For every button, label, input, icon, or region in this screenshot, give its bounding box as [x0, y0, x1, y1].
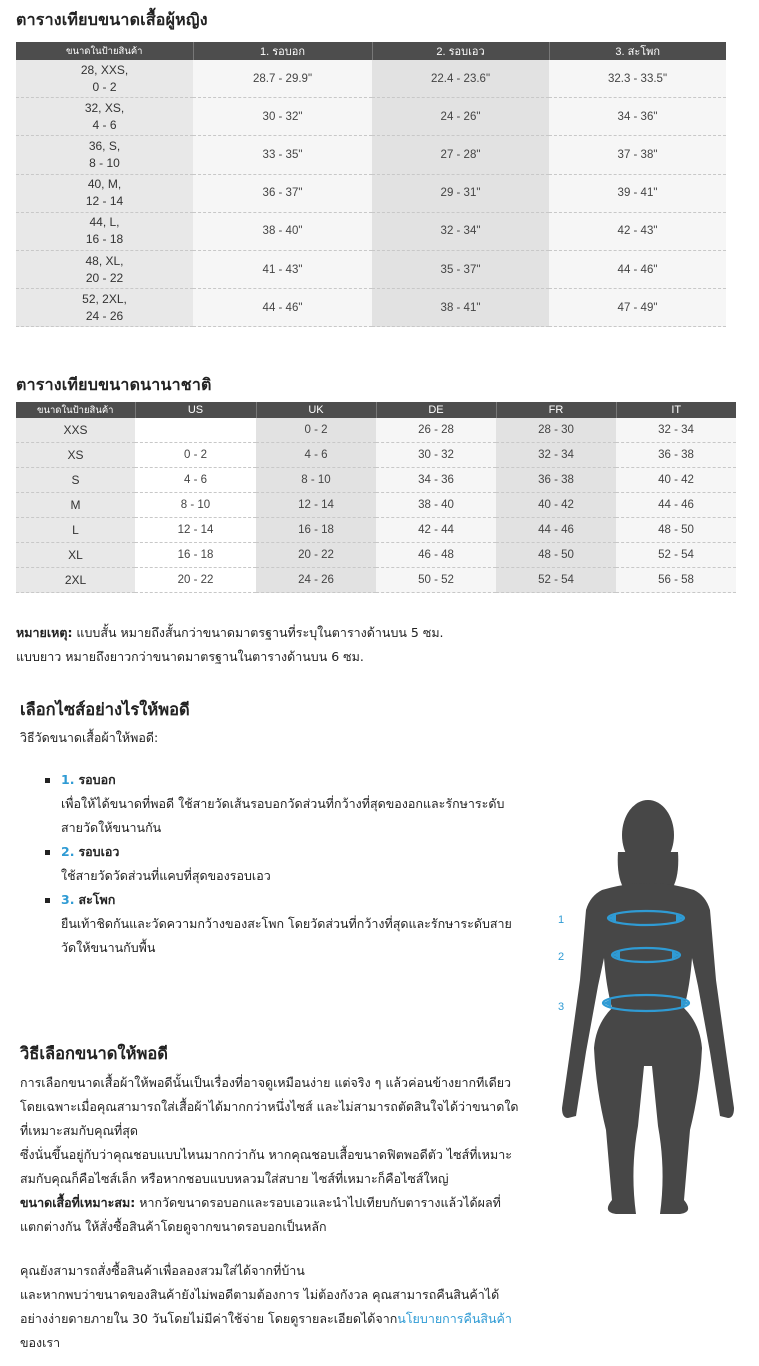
de-cell: 42 - 44 — [376, 518, 496, 543]
header-hip: 3. สะโพก — [549, 42, 726, 60]
header-size-label: ขนาดในป้ายสินค้า — [16, 402, 135, 418]
size-label-cell: XS — [16, 443, 135, 468]
bust-marker-label: 1 — [558, 914, 565, 926]
step-name: รอบเอว — [78, 844, 120, 859]
waist-cell: 27 - 28" — [372, 136, 549, 174]
waist-cell: 22.4 - 23.6" — [372, 60, 549, 98]
size-label-line: 20 - 22 — [85, 270, 124, 285]
intl-size-table — [16, 402, 736, 593]
table-row — [16, 468, 736, 493]
it-cell: 32 - 34 — [616, 418, 736, 443]
choose-paragraph-2: ซึ่งนั่นขึ้นอยู่กับว่าคุณชอบแบบไหนมากกว่ากัน หากคุณชอบเสื้อขนาดฟิตพอดีตัว ไซส์ที่เหมาะสมกับคุณก็คือไซส์เล็ก หรือหากชอบแบบหลวมใส่สบาย ไซส์ที่เหมาะก็คือไซส์ใหญ่ — [20, 1147, 512, 1186]
choose-paragraph-4 — [20, 1259, 520, 1355]
waist-cell: 29 - 31" — [372, 174, 549, 212]
try-at-home-text: คุณยังสามารถสั่งซื้อสินค้าเพื่อลองสวมใส่ได้จากที่บ้าน — [20, 1263, 305, 1278]
bust-cell: 30 - 32" — [193, 98, 372, 136]
hip-cell: 44 - 46" — [549, 250, 726, 288]
us-cell: 8 - 10 — [135, 493, 256, 518]
hip-cell: 39 - 41" — [549, 174, 726, 212]
size-label-line: 44, L, — [89, 215, 120, 230]
bust-cell: 36 - 37" — [193, 174, 372, 212]
table-row — [16, 443, 736, 468]
hip-marker-label: 3 — [558, 1001, 565, 1013]
fr-cell: 32 - 34 — [496, 443, 616, 468]
us-cell: 16 - 18 — [135, 543, 256, 568]
table-row — [16, 250, 726, 288]
size-label-cell — [16, 250, 193, 288]
de-cell: 38 - 40 — [376, 493, 496, 518]
size-label-line: 8 - 10 — [89, 155, 120, 170]
hip-cell: 42 - 43" — [549, 212, 726, 250]
size-label-cell — [16, 289, 193, 327]
uk-cell: 20 - 22 — [256, 543, 376, 568]
bullet-icon — [45, 898, 50, 903]
size-label-cell: XL — [16, 543, 135, 568]
table-row — [16, 60, 726, 98]
table-row — [16, 543, 736, 568]
table-row — [16, 136, 726, 174]
us-cell — [135, 418, 256, 443]
step-number: 3. — [61, 892, 75, 907]
uk-cell: 12 - 14 — [256, 493, 376, 518]
de-cell: 26 - 28 — [376, 418, 496, 443]
table-row — [16, 568, 736, 593]
bullet-icon — [45, 850, 50, 855]
header-bust: 1. รอบอก — [193, 42, 372, 60]
size-label-cell: 2XL — [16, 568, 135, 593]
waist-cell: 32 - 34" — [372, 212, 549, 250]
de-cell: 50 - 52 — [376, 568, 496, 593]
table-row — [16, 289, 726, 327]
it-cell: 40 - 42 — [616, 468, 736, 493]
uk-cell: 8 - 10 — [256, 468, 376, 493]
fit-text: หากวัดขนาดรอบอกและรอบเอวและนำไปเทียบกับตารางแล้วได้ผลที่แตกต่างกัน ให้สั่งซื้อสินค้าโดยดูจากขนาดรอบอกเป็นหลัก — [20, 1195, 501, 1234]
hip-cell: 47 - 49" — [549, 289, 726, 327]
bullet-icon — [45, 778, 50, 783]
return-text-end: ของเรา — [20, 1335, 61, 1350]
fit-heading: เลือกไซส์อย่างไรให้พอดี — [20, 700, 190, 719]
note-label: หมายเหตุ: — [16, 625, 73, 640]
step-description: เพื่อให้ได้ขนาดที่พอดี ใช้สายวัดเส้นรอบอกวัดส่วนที่กว้างที่สุดของอกและรักษาระดับสายวัดให้ขนานกัน — [61, 796, 505, 835]
size-label-cell: XXS — [16, 418, 135, 443]
choose-heading: วิธีเลือกขนาดให้พอดี — [20, 1044, 168, 1063]
list-item — [20, 768, 520, 840]
hip-cell: 34 - 36" — [549, 98, 726, 136]
choose-paragraph-1: การเลือกขนาดเสื้อผ้าให้พอดีนั้นเป็นเรื่องที่อาจดูเหมือนง่าย แต่จริง ๆ แล้วค่อนข้างยากทีเดียว โดยเฉพาะเมื่อคุณสามารถใส่เสื้อผ้าได้มากกว่าหนึ่งไซส์ และไม่สามารถตัดสินใจได้ว่าขนาดใดที่เหมาะสมกับคุณที่สุด — [20, 1075, 519, 1138]
table-row — [16, 493, 736, 518]
bust-cell: 28.7 - 29.9" — [193, 60, 372, 98]
fr-cell: 52 - 54 — [496, 568, 616, 593]
waist-cell: 35 - 37" — [372, 250, 549, 288]
waist-marker-label: 2 — [558, 951, 565, 963]
fit-label: ขนาดเสื้อที่เหมาะสม: — [20, 1195, 136, 1210]
women-size-table — [16, 42, 726, 327]
header-fr: FR — [496, 402, 616, 418]
table-row — [16, 518, 736, 543]
us-cell: 12 - 14 — [135, 518, 256, 543]
body-measurement-figure — [550, 790, 750, 1220]
bust-cell: 44 - 46" — [193, 289, 372, 327]
fr-cell: 40 - 42 — [496, 493, 616, 518]
table-row — [16, 418, 736, 443]
size-label-line: 4 - 6 — [92, 117, 117, 132]
step-number: 2. — [61, 844, 75, 859]
step-name: สะโพก — [78, 892, 116, 907]
return-text: และหากพบว่าขนาดของสินค้ายังไม่พอดีตามต้องการ ไม่ต้องกังวล คุณสามารถคืนสินค้าได้อย่างง่ายดายภายใน 30 วันโดยไม่มีค่าใช้จ่าย โดยดูรายละเอียดได้จาก — [20, 1287, 500, 1326]
size-label-line: 36, S, — [88, 138, 121, 153]
intl-size-title: ตารางเทียบขนาดนานาชาติ — [16, 375, 212, 394]
de-cell: 34 - 36 — [376, 468, 496, 493]
fr-cell: 44 - 46 — [496, 518, 616, 543]
size-label-line: 52, 2XL, — [82, 291, 127, 306]
women-size-title: ตารางเทียบขนาดเสื้อผู้หญิง — [16, 10, 208, 29]
us-cell: 4 - 6 — [135, 468, 256, 493]
woman-silhouette-icon — [562, 800, 734, 1214]
it-cell: 44 - 46 — [616, 493, 736, 518]
step-name: รอบอก — [78, 772, 116, 787]
size-label-cell — [16, 98, 193, 136]
table-row — [16, 212, 726, 250]
note-long: แบบยาว หมายถึงยาวกว่าขนาดมาตรฐานในตารางด้านบน 6 ซม. — [16, 649, 364, 664]
uk-cell: 16 - 18 — [256, 518, 376, 543]
hip-cell: 37 - 38" — [549, 136, 726, 174]
it-cell: 36 - 38 — [616, 443, 736, 468]
us-cell: 0 - 2 — [135, 443, 256, 468]
size-label-line: 0 - 2 — [92, 79, 117, 94]
size-label-cell — [16, 136, 193, 174]
table-row — [16, 98, 726, 136]
it-cell: 48 - 50 — [616, 518, 736, 543]
bust-cell: 38 - 40" — [193, 212, 372, 250]
size-label-cell — [16, 174, 193, 212]
step-description: ใช้สายวัดวัดส่วนที่แคบที่สุดของรอบเอว — [61, 868, 271, 883]
waist-cell: 24 - 26" — [372, 98, 549, 136]
size-label-cell: L — [16, 518, 135, 543]
size-label-cell: S — [16, 468, 135, 493]
size-label-line: 28, XXS, — [80, 62, 129, 77]
waist-cell: 38 - 41" — [372, 289, 549, 327]
size-label-line: 40, M, — [87, 177, 122, 192]
measure-steps — [20, 768, 520, 960]
fr-cell: 48 - 50 — [496, 543, 616, 568]
header-de: DE — [376, 402, 496, 418]
uk-cell: 0 - 2 — [256, 418, 376, 443]
size-label-line: 24 - 26 — [85, 308, 124, 323]
step-number: 1. — [61, 772, 75, 787]
it-cell: 52 - 54 — [616, 543, 736, 568]
size-note — [16, 621, 736, 669]
fr-cell: 36 - 38 — [496, 468, 616, 493]
fit-intro: วิธีวัดขนาดเสื้อผ้าให้พอดี: — [20, 730, 159, 745]
size-label-line: 12 - 14 — [85, 194, 124, 209]
uk-cell: 4 - 6 — [256, 443, 376, 468]
size-label-line: 16 - 18 — [85, 232, 124, 247]
size-label-cell: M — [16, 493, 135, 518]
fr-cell: 28 - 30 — [496, 418, 616, 443]
table-header-row — [16, 402, 736, 418]
size-label-line: 32, XS, — [84, 100, 125, 115]
header-uk: UK — [256, 402, 376, 418]
us-cell: 20 - 22 — [135, 568, 256, 593]
bust-cell: 41 - 43" — [193, 250, 372, 288]
bust-cell: 33 - 35" — [193, 136, 372, 174]
table-header-row — [16, 42, 726, 60]
size-label-line: 48, XL, — [85, 253, 124, 268]
de-cell: 30 - 32 — [376, 443, 496, 468]
size-label-cell — [16, 212, 193, 250]
header-size-label: ขนาดในป้ายสินค้า — [16, 42, 193, 60]
header-waist: 2. รอบเอว — [372, 42, 549, 60]
uk-cell: 24 - 26 — [256, 568, 376, 593]
table-row — [16, 174, 726, 212]
header-it: IT — [616, 402, 736, 418]
step-description: ยืนเท้าชิดกันและวัดความกว้างของสะโพก โดยวัดส่วนที่กว้างที่สุดและรักษาระดับสายวัดให้ขนานกับพื้น — [61, 916, 512, 955]
return-policy-link[interactable]: นโยบายการคืนสินค้า — [397, 1311, 512, 1326]
header-us: US — [135, 402, 256, 418]
de-cell: 46 - 48 — [376, 543, 496, 568]
it-cell: 56 - 58 — [616, 568, 736, 593]
list-item — [20, 840, 520, 888]
choose-paragraph-3 — [20, 1191, 520, 1239]
list-item — [20, 888, 520, 960]
note-short: แบบสั้น หมายถึงสั้นกว่าขนาดมาตรฐานที่ระบุในตารางด้านบน 5 ซม. — [72, 625, 444, 640]
hip-cell: 32.3 - 33.5" — [549, 60, 726, 98]
size-label-cell — [16, 60, 193, 98]
